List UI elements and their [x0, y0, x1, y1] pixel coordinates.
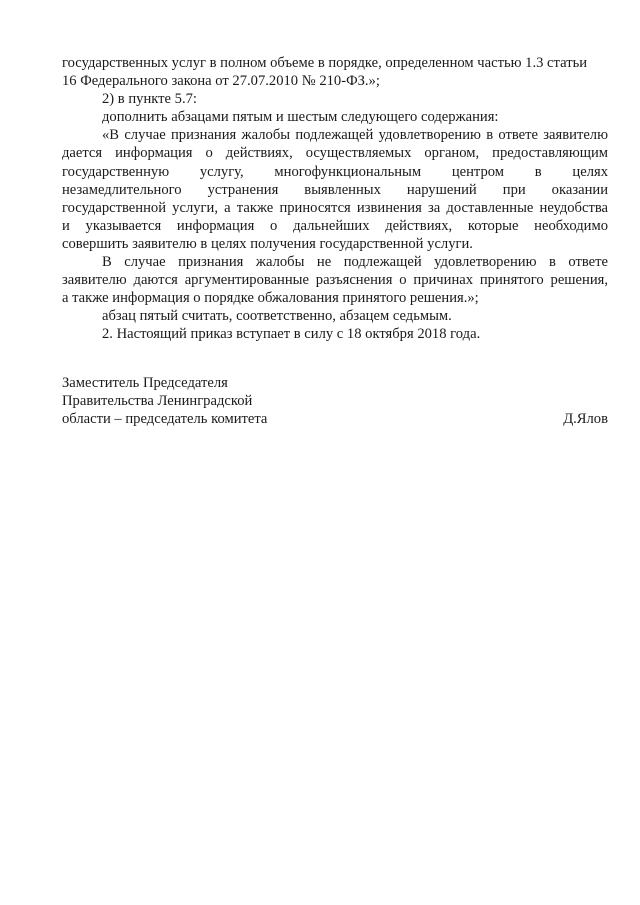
text-line: и указывается информация о дальнейших действиях, которые необходимо: [62, 217, 608, 234]
text-line: а также информация о порядке обжалования принятого решения.»;: [62, 290, 479, 307]
text-line: государственную услугу, многофункциональным центром в целях: [62, 163, 608, 180]
text-line: заявителю даются аргументированные разъяснения о причинах принятого решения,: [62, 272, 608, 289]
signatory-title-line: Правительства Ленинградской: [62, 393, 253, 410]
document-body: [62, 54, 608, 344]
text-line: дается информация о действиях, осуществляемых органом, предоставляющим: [62, 145, 608, 162]
text-line: дополнить абзацами пятым и шестым следующего содержания:: [102, 109, 499, 126]
text-line: 2) в пункте 5.7:: [102, 91, 197, 108]
text-line: абзац пятый считать, соответственно, абзацем седьмым.: [102, 308, 452, 325]
text-line: совершить заявителю в целях получения государственной услуги.: [62, 235, 473, 252]
text-line: государственной услуги, а также приносятся извинения за доставленные неудобства: [62, 199, 608, 216]
text-line: 16 Федерального закона от 27.07.2010 № 210-ФЗ.»;: [62, 73, 380, 90]
text-line: незамедлительного устранения выявленных нарушений при оказании: [62, 181, 608, 198]
signatory-title-line: области – председатель комитета: [62, 411, 268, 428]
signatory-title-line: Заместитель Председателя: [62, 375, 228, 391]
signatory-name: Д.Ялов: [563, 411, 608, 428]
signature-block: [62, 374, 608, 428]
text-line: 2. Настоящий приказ вступает в силу с 18 октября 2018 года.: [102, 326, 481, 343]
text-line: В случае признания жалобы не подлежащей удовлетворению в ответе: [102, 254, 608, 271]
text-line: «В случае признания жалобы подлежащей удовлетворению в ответе заявителю: [102, 127, 608, 144]
text-line: государственных услуг в полном объеме в порядке, определенном частью 1.3 статьи: [62, 55, 588, 71]
